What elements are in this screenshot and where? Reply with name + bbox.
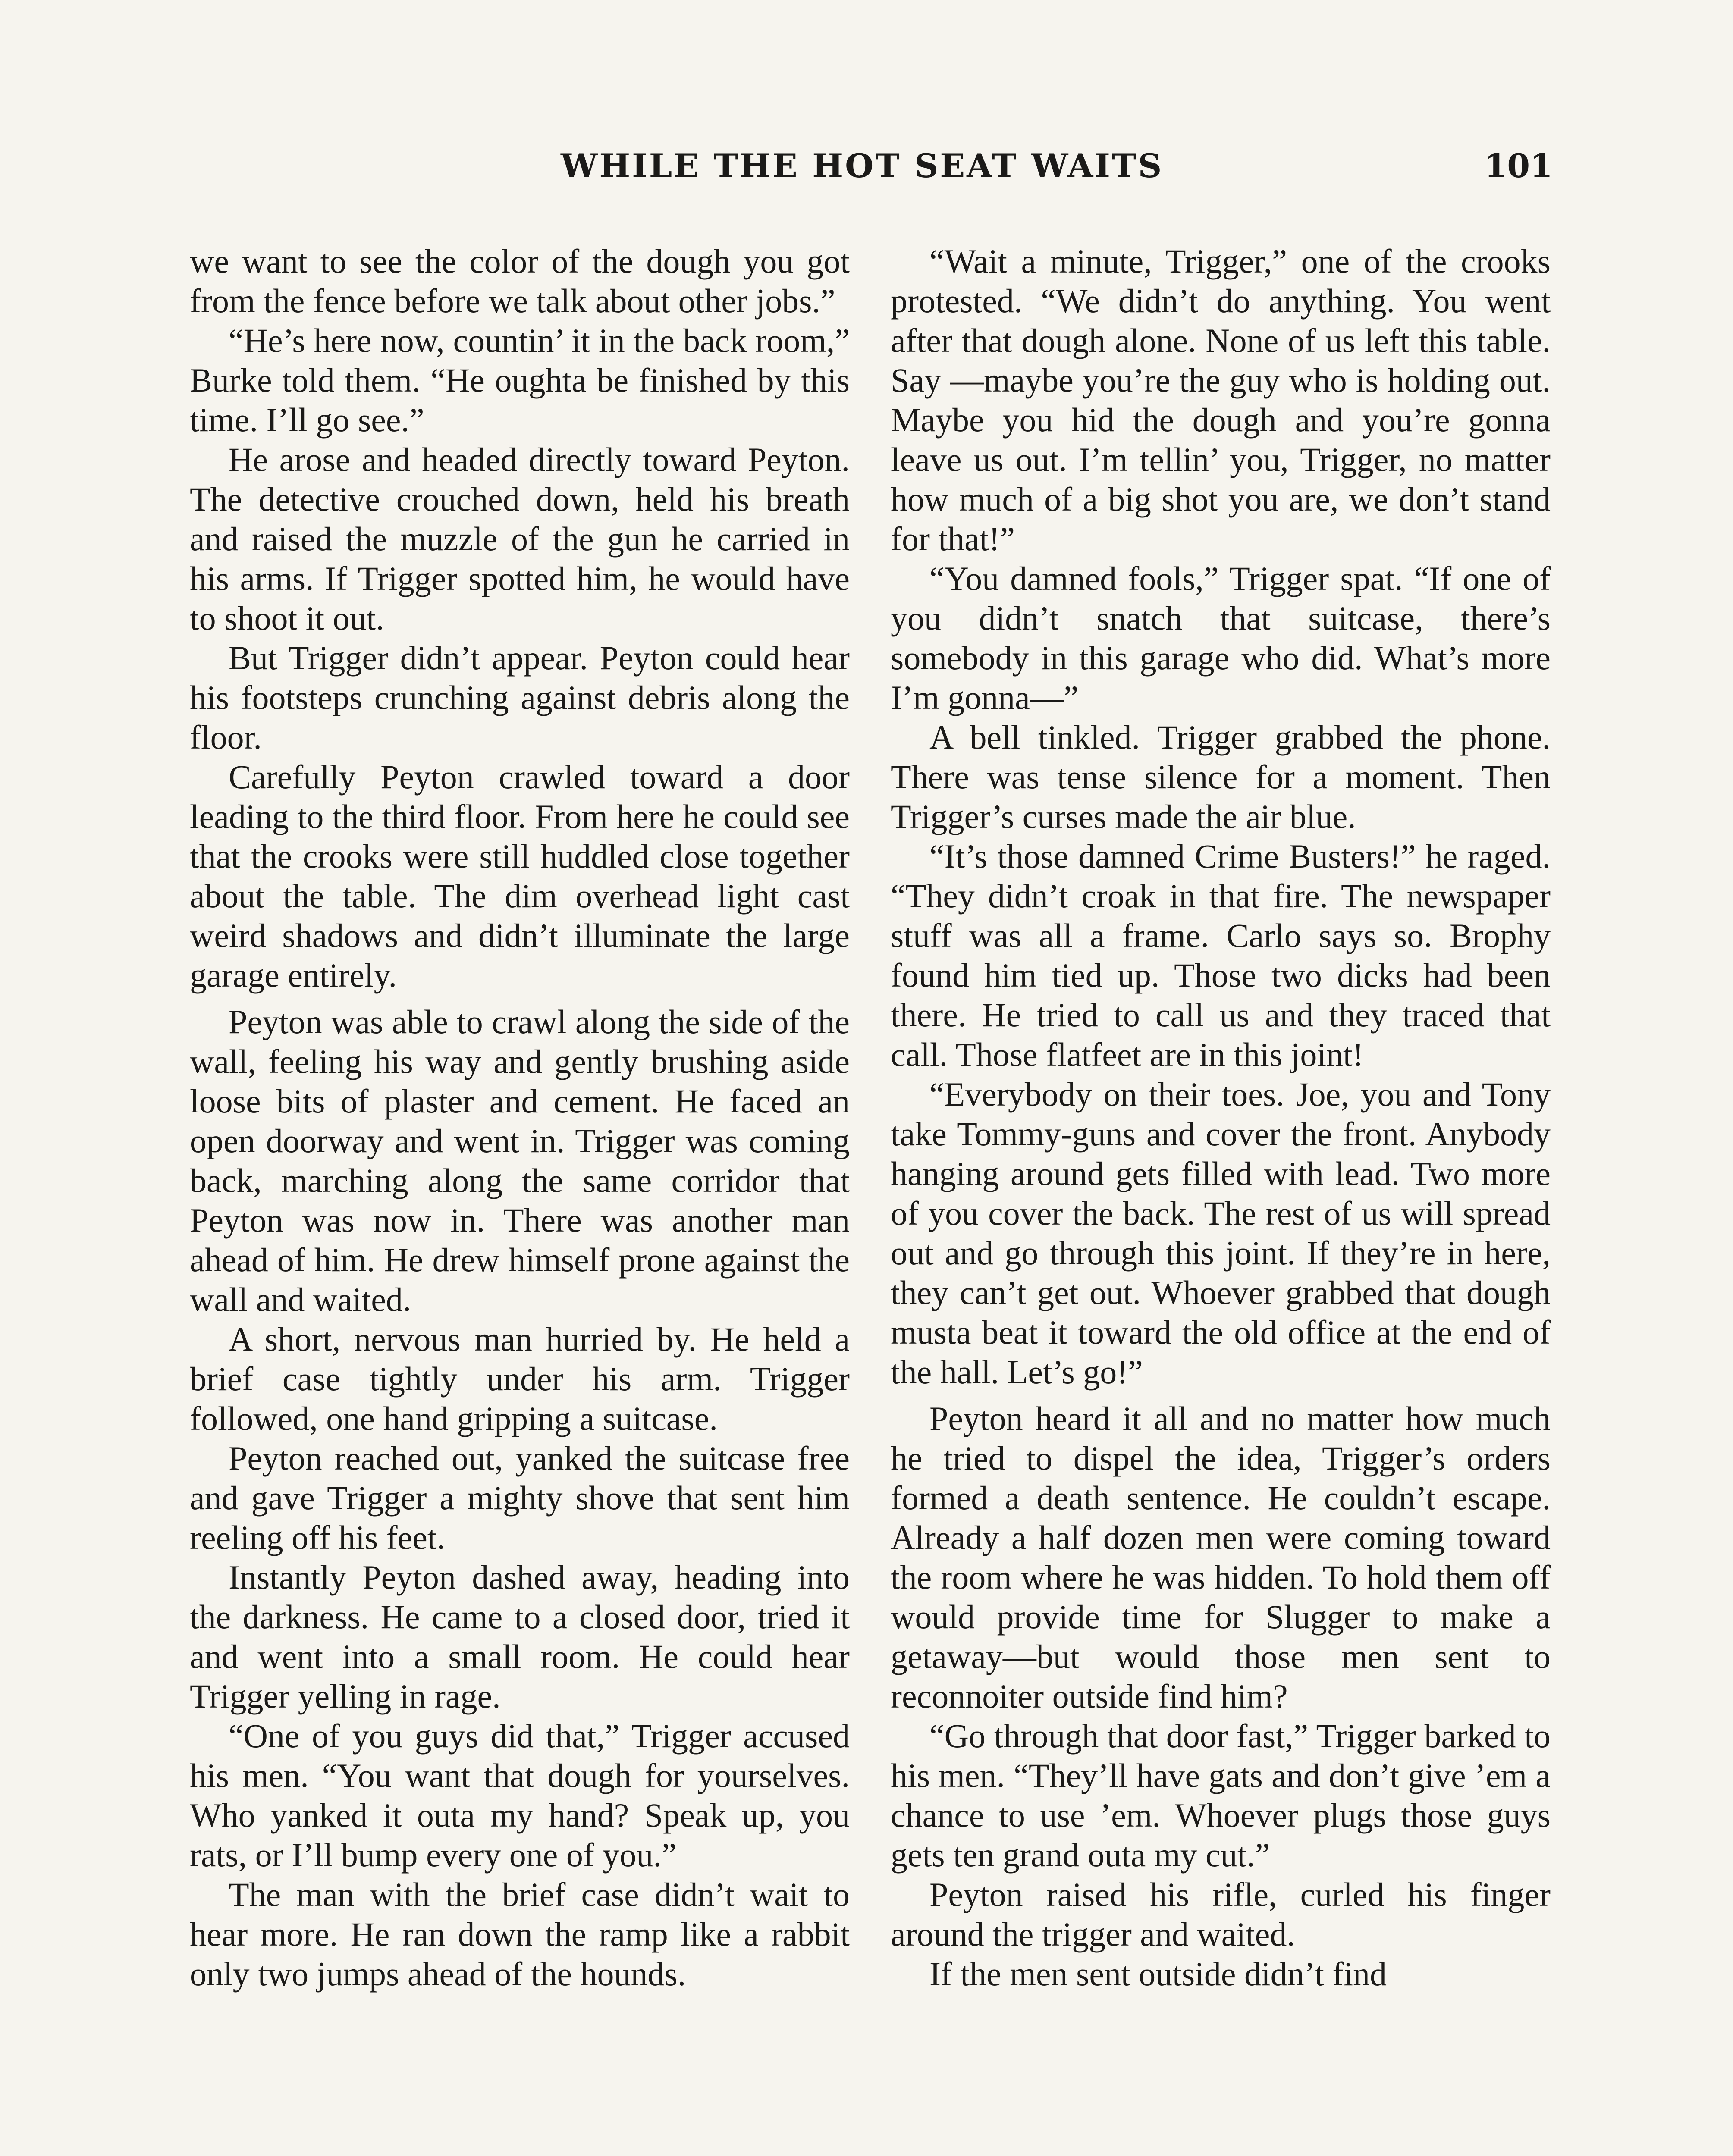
paragraph: Peyton was able to crawl along the side of the wall, feeling his way and gently brushing aside loose bits of plaster and cement. He faced an open doorway and went in. Trigger was coming back, marching along the same corridor that Peyton was now in. There was another man ahead of him. He drew himself prone against the wall and waited. [190,1003,850,1318]
paragraph: “He’s here now, countin’ it in the back room,” Burke told them. “He oughta be finished by this time. I’ll go see.” [190,322,850,439]
left-column [190,241,850,1994]
paragraph: But Trigger didn’t appear. Peyton could hear his footsteps crunching against debris along the floor. [190,639,850,756]
running-title: WHILE THE HOT SEAT WAITS [561,147,1164,185]
paragraph: Peyton reached out, yanked the suitcase free and gave Trigger a mighty shove that sent him reeling off his feet. [190,1439,850,1556]
paragraph: Peyton heard it all and no matter how much he tried to dispel the idea, Trigger’s orders formed a death sentence. He couldn’t escape. Already a half dozen men were coming toward the room where he was hidden. To hold them off would provide time for Slugger to make a getaway—but would those men sent to reconnoiter outside find him? [891,1400,1551,1715]
paragraph: “Everybody on their toes. Joe, you and Tony take Tommy-guns and cover the front. Anybody hanging around gets filled with lead. Two more of you cover the back. The rest of us will spread out and go through this joint. If they’re in here, they can’t get out. Whoever grabbed that dough musta beat it toward the old office at the end of the hall. Let’s go!” [891,1075,1551,1391]
page-number: 101 [1484,147,1553,185]
paragraph: The man with the brief case didn’t wait to hear more. He ran down the ramp like a rabbit only two jumps ahead of the hounds. [190,1876,850,1993]
paragraph: If the men sent outside didn’t find [929,1955,1387,1993]
paragraph: Instantly Peyton dashed away, heading into the darkness. He came to a closed door, tried it and went into a small room. He could hear Trigger yelling in rage. [190,1558,850,1715]
paragraph: “It’s those damned Crime Busters!” he raged. “They didn’t croak in that fire. The newspaper stuff was all a frame. Carlo says so. Brophy found him tied up. Those two dicks had been there. He tried to call us and they traced that call. Those flatfeet are in this joint! [891,837,1551,1073]
paragraph: “Go through that door fast,” Trigger barked to his men. “They’ll have gats and don’t give ’em a chance to use ’em. Whoever plugs those guys gets ten grand outa my cut.” [891,1717,1551,1874]
right-column [891,241,1551,1994]
paragraph: “One of you guys did that,” Trigger accused his men. “You want that dough for yourselves. Who yanked it outa my hand? Speak up, you rats, or I’ll bump every one of you.” [190,1717,850,1874]
paragraph: “You damned fools,” Trigger spat. “If one of you didn’t snatch that suitcase, there’s somebody in this garage who did. What’s more I’m gonna—” [891,560,1551,716]
paragraph: A short, nervous man hurried by. He held a brief case tightly under his arm. Trigger followed, one hand gripping a suitcase. [190,1320,850,1437]
paragraph: Carefully Peyton crawled toward a door leading to the third floor. From here he could see that the crooks were still huddled close together about the table. The dim overhead light cast weird shadows and didn’t illuminate the large garage entirely. [190,758,850,994]
paragraph: A bell tinkled. Trigger grabbed the phone. There was tense silence for a moment. Then Trigger’s curses made the air blue. [891,718,1551,835]
page-header [190,147,1553,203]
paragraph: we want to see the color of the dough you got from the fence before we talk about other jobs.” [190,242,850,320]
paragraph: Peyton raised his rifle, curled his finger around the trigger and waited. [891,1876,1551,1953]
paragraph: He arose and headed directly toward Peyton. The detective crouched down, held his breath and raised the muzzle of the gun he carried in his arms. If Trigger spotted him, he would have to shoot it out. [190,441,850,637]
paragraph: “Wait a minute, Trigger,” one of the crooks protested. “We didn’t do anything. You went after that dough alone. None of us left this table. Say —maybe you’re the guy who is holding out. Maybe you hid the dough and you’re gonna leave us out. I’m tellin’ you, Trigger, no matter how much of a big shot you are, we don’t stand for that!” [891,242,1551,558]
